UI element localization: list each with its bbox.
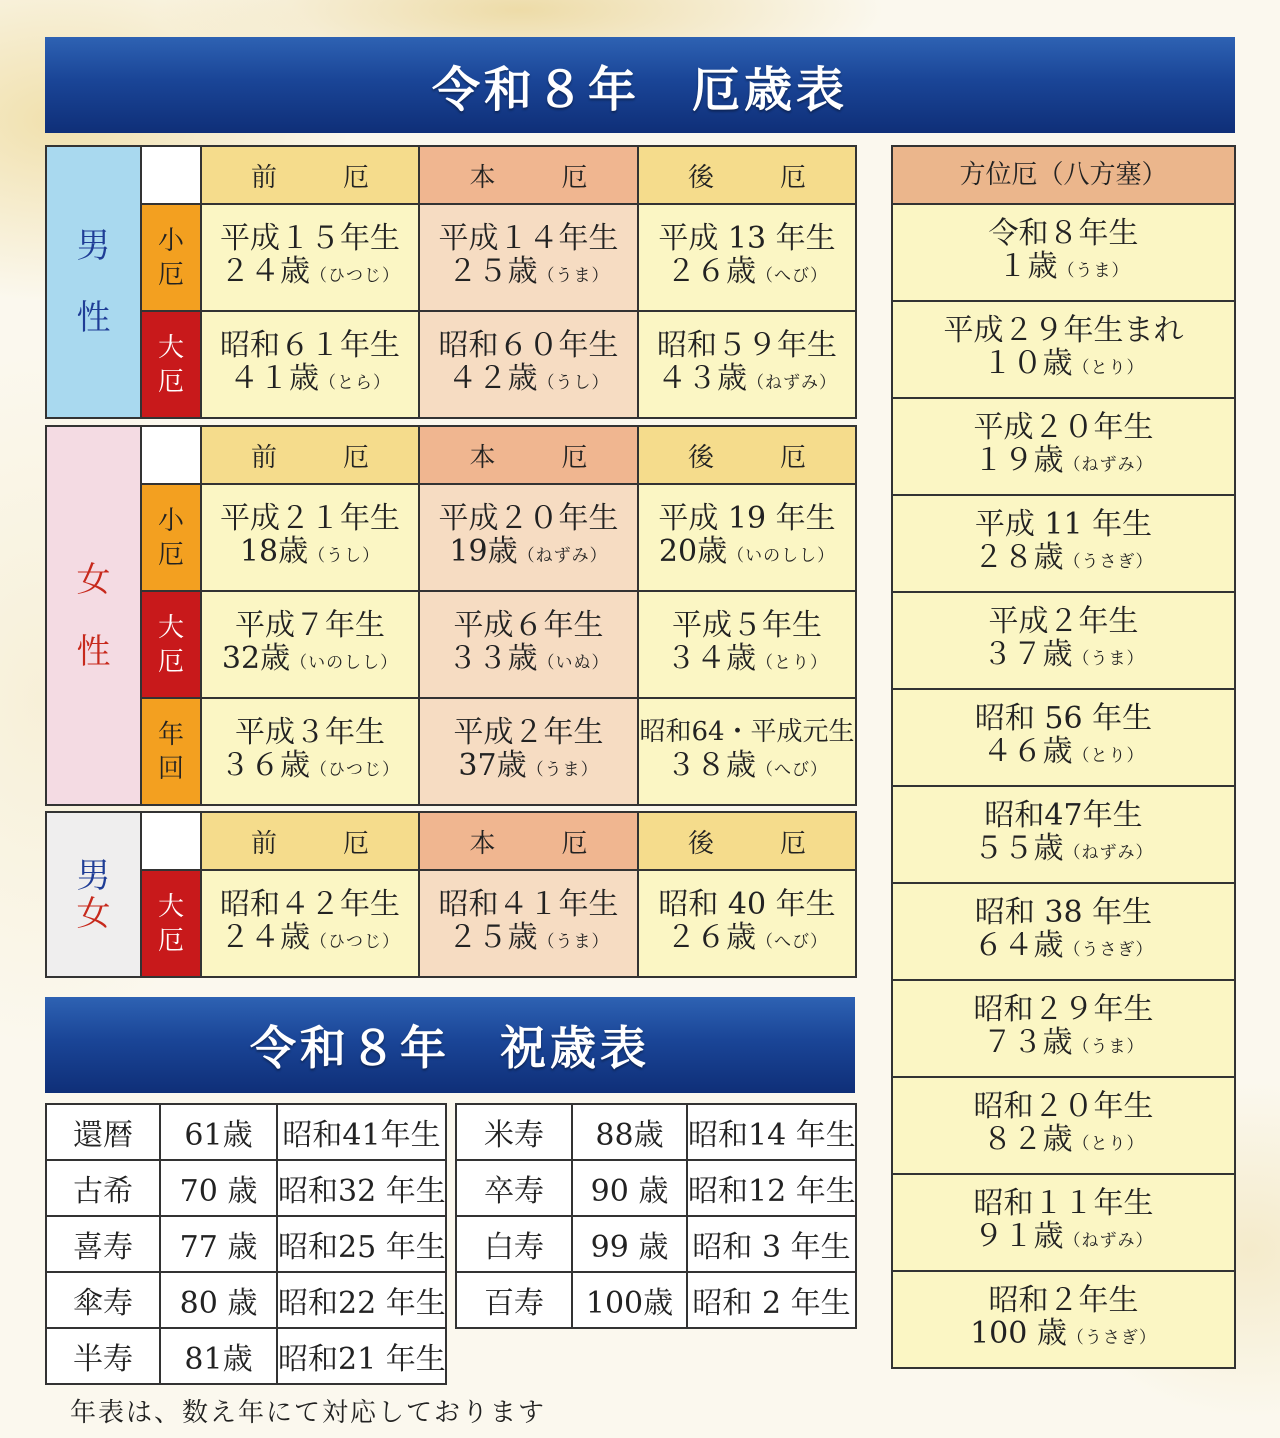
iwai-row: 喜寿 77 歳 昭和25 年生	[46, 1216, 446, 1272]
iwai-row: 百寿 100歳 昭和 2 年生	[456, 1272, 856, 1328]
houi-cell: 令和８年生 １歳（うま）	[892, 204, 1235, 301]
iwai-row: 半寿 81歳 昭和21 年生	[46, 1328, 446, 1384]
male-yakudoshi-table	[45, 145, 857, 419]
iwai-title-banner	[45, 997, 855, 1093]
houi-cell: 昭和47年生 ５５歳（ねずみ）	[892, 786, 1235, 883]
iwai-title: 令和８年 祝歳表	[250, 1021, 650, 1075]
houi-cell: 昭和２９年生 ７３歳（うま）	[892, 980, 1235, 1077]
houi-cell: 昭和２年生 100 歳（うさぎ）	[892, 1271, 1235, 1368]
yaku-cell: 平成 19 年生 20歳（いのしし）	[638, 484, 856, 591]
type-nenkai: 年 回	[141, 698, 201, 805]
type-daiyaku: 大 厄	[141, 870, 201, 977]
header-zen: 前 厄	[201, 146, 419, 204]
male-label: 男 性	[46, 146, 141, 418]
iwai-row: 米寿 88歳 昭和14 年生	[456, 1104, 856, 1160]
houi-cell: 昭和 56 年生 ４６歳（とり）	[892, 689, 1235, 786]
header-zen: 前 厄	[201, 812, 419, 870]
yaku-cell: 平成１４年生 ２５歳（うま）	[419, 204, 638, 311]
header-zen: 前 厄	[201, 426, 419, 484]
yakudoshi-title: 令和８年 厄歳表	[431, 61, 848, 118]
houi-header: 方位厄（八方塞）	[892, 146, 1235, 204]
houi-cell: 平成２０年生 １９歳（ねずみ）	[892, 398, 1235, 495]
iwai-row: 還暦 61歳 昭和41年生	[46, 1104, 446, 1160]
houi-cell: 昭和２０年生 ８２歳（とり）	[892, 1077, 1235, 1174]
iwai-row: 卒寿 90 歳 昭和12 年生	[456, 1160, 856, 1216]
header-hon: 本 厄	[419, 146, 638, 204]
yaku-cell: 平成１５年生 ２４歳（ひつじ）	[201, 204, 419, 311]
houi-cell: 昭和１１年生 ９１歳（ねずみ）	[892, 1174, 1235, 1271]
yaku-cell: 平成６年生 ３３歳（いぬ）	[419, 591, 638, 698]
yaku-cell: 平成 13 年生 ２６歳（へび）	[638, 204, 856, 311]
yaku-cell: 昭和５９年生 ４３歳（ねずみ）	[638, 311, 856, 418]
houi-cell: 平成２９年生まれ １０歳（とり）	[892, 301, 1235, 398]
yaku-cell: 平成７年生 32歳（いのしし）	[201, 591, 419, 698]
header-hon: 本 厄	[419, 812, 638, 870]
iwai-table-right	[455, 1103, 857, 1329]
yaku-cell: 昭和４１年生 ２５歳（うま）	[419, 870, 638, 977]
houi-cell: 昭和 38 年生 ６４歳（うさぎ）	[892, 883, 1235, 980]
houi-cell: 平成 11 年生 ２８歳（うさぎ）	[892, 495, 1235, 592]
houi-yaku-table	[891, 145, 1236, 1369]
header-ato: 後 厄	[638, 812, 856, 870]
header-ato: 後 厄	[638, 426, 856, 484]
type-daiyaku: 大 厄	[141, 311, 201, 418]
footnote: 年表は、数え年にて対応しております	[70, 1398, 547, 1428]
type-shoyaku: 小 厄	[141, 484, 201, 591]
header-hon: 本 厄	[419, 426, 638, 484]
iwai-row: 古希 70 歳 昭和32 年生	[46, 1160, 446, 1216]
yaku-cell: 昭和64・平成元生 ３８歳（へび）	[638, 698, 856, 805]
yaku-cell: 昭和４２年生 ２４歳（ひつじ）	[201, 870, 419, 977]
type-daiyaku: 大 厄	[141, 591, 201, 698]
yaku-cell: 平成２１年生 18歳（うし）	[201, 484, 419, 591]
yakudoshi-title-banner	[45, 37, 1235, 133]
type-shoyaku: 小 厄	[141, 204, 201, 311]
both-yakudoshi-table	[45, 811, 857, 978]
yaku-cell: 平成２年生 37歳（うま）	[419, 698, 638, 805]
header-ato: 後 厄	[638, 146, 856, 204]
yaku-cell: 昭和６１年生 ４１歳（とら）	[201, 311, 419, 418]
female-label: 女 性	[46, 426, 141, 805]
yaku-cell: 平成３年生 ３６歳（ひつじ）	[201, 698, 419, 805]
blank-corner	[141, 812, 201, 870]
both-sexes-label: 男 女	[46, 812, 141, 977]
yaku-cell: 昭和６０年生 ４２歳（うし）	[419, 311, 638, 418]
blank-corner	[141, 426, 201, 484]
yaku-cell: 昭和 40 年生 ２６歳（へび）	[638, 870, 856, 977]
iwai-table-left	[45, 1103, 447, 1385]
blank-corner	[141, 146, 201, 204]
yaku-cell: 平成５年生 ３４歳（とり）	[638, 591, 856, 698]
iwai-row: 白寿 99 歳 昭和 3 年生	[456, 1216, 856, 1272]
yaku-cell: 平成２０年生 19歳（ねずみ）	[419, 484, 638, 591]
female-yakudoshi-table	[45, 425, 857, 806]
iwai-row: 傘寿 80 歳 昭和22 年生	[46, 1272, 446, 1328]
houi-cell: 平成２年生 ３７歳（うま）	[892, 592, 1235, 689]
